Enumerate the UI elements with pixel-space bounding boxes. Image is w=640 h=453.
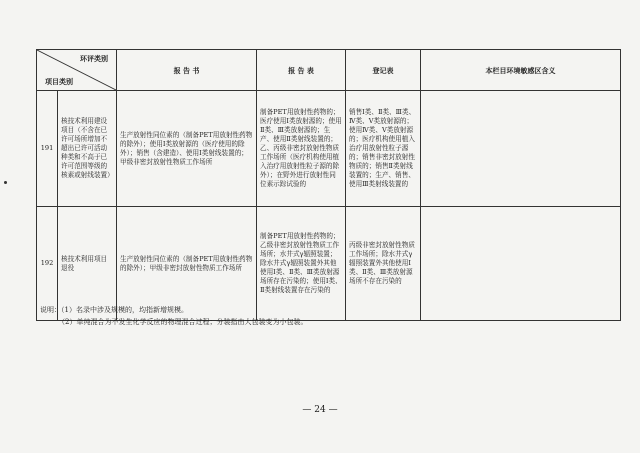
- row-project: 核技术利用建设项目（不含在已许可场所增加不超出已许可活动种类和不高于已许可范围等级的核素或射线装置）: [58, 91, 117, 207]
- header-report-book: 报 告 书: [117, 50, 257, 91]
- row-report-book: 生产放射性同位素的（制备PET用放射性药物的除外）；甲级非密封放射性物质工作场所: [117, 207, 257, 321]
- row-registration: 丙级非密封放射性物质工作场所；除水井式γ辐照装置外其他使用Ⅰ类、Ⅱ类、Ⅲ类放射源场所不存在污染的: [346, 207, 421, 321]
- row-report-form: 制备PET用放射性药物的；乙级非密封放射性物质工作场所；水井式γ辐照装置；除水井式γ辐照装置外其他使用Ⅰ类、Ⅱ类、Ⅲ类放射源场所存在污染的；使用Ⅰ类、Ⅱ类射线装置存在污染的: [257, 207, 346, 321]
- header-category-top: 环评类别: [80, 54, 108, 63]
- row-sensitive-area: [421, 91, 621, 207]
- environmental-assessment-table: [36, 49, 621, 321]
- row-sensitive-area: [421, 207, 621, 321]
- note-line-2: [40, 316, 307, 328]
- row-project: 核技术利用项目退役: [58, 207, 117, 321]
- row-registration: 销售Ⅰ类、Ⅱ类、Ⅲ类、Ⅳ类、Ⅴ类放射源的；使用Ⅳ类、Ⅴ类放射源的；医疗机构使用植入治疗用放射性粒子源的；销售非密封放射性物质的；销售Ⅱ类射线装置的；生产、销售、使用Ⅲ类射线装置的: [346, 91, 421, 207]
- margin-dot: [4, 181, 7, 184]
- row-number: 191: [37, 91, 58, 207]
- row-report-form: 制备PET用放射性药物的；医疗使用Ⅰ类放射源的；使用Ⅱ类、Ⅲ类放射源的；生产、使用Ⅱ类射线装置的；乙、丙级非密封放射性物质工作场所（医疗机构使用植入治疗用放射性粒子源的除外）；在野外进行放射性同位素示踪试验的: [257, 91, 346, 207]
- header-report-form: 报 告 表: [257, 50, 346, 91]
- header-registration: 登记表: [346, 50, 421, 91]
- note-1: （1）名录中涉及规模的，均指新增规模。: [61, 306, 188, 314]
- note-line-1: [40, 304, 307, 316]
- header-category-bottom: 项目类别: [45, 77, 73, 86]
- table-header-row: [37, 50, 621, 91]
- row-number: 192: [37, 207, 58, 321]
- notes-label: 说明：: [40, 306, 61, 314]
- note-2: （2）单纯混合为不发生化学反应的物理混合过程；分装指由大包装变为小包装。: [58, 318, 308, 326]
- table-row: [37, 91, 621, 207]
- notes-section: [40, 304, 307, 328]
- header-sensitive-area: 本栏目环境敏感区含义: [421, 50, 621, 91]
- header-category-cell: [37, 50, 117, 91]
- page-number: — 24 —: [302, 405, 338, 415]
- row-report-book: 生产放射性同位素的（制备PET用放射性药物的除外）；使用Ⅰ类放射源的（医疗使用的除外）；销售（含建造）、使用Ⅰ类射线装置的；甲级非密封放射性物质工作场所: [117, 91, 257, 207]
